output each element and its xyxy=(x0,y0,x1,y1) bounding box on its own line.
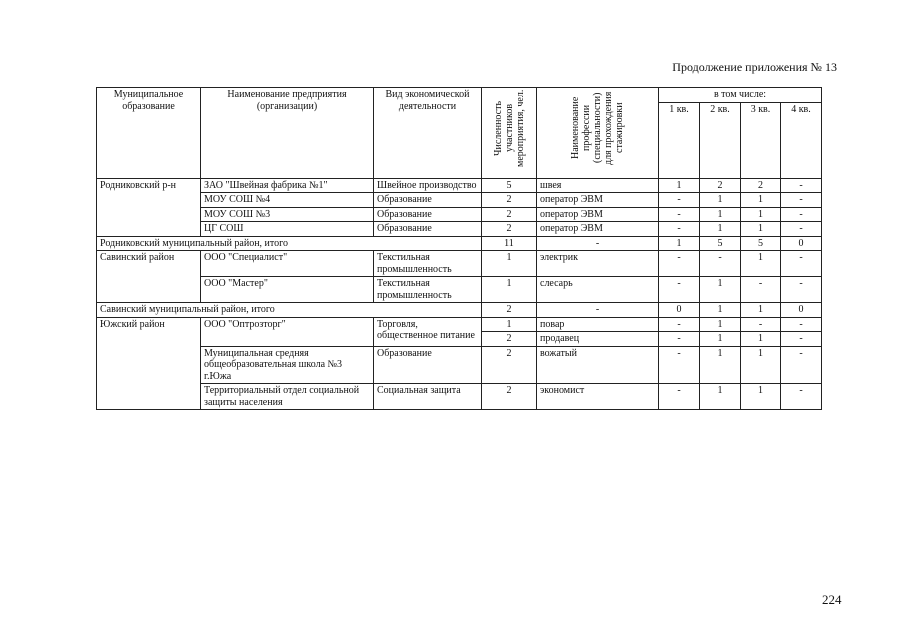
table-row xyxy=(97,277,822,303)
cell-profession: продавец xyxy=(537,332,659,347)
cell-q2: 1 xyxy=(700,384,741,410)
header-activity: Вид экономической деятельности xyxy=(374,88,482,179)
table-row xyxy=(97,251,822,277)
cell-activity: Текстильная промышленность xyxy=(374,251,482,277)
cell-q1: - xyxy=(659,193,700,208)
cell-participants: 2 xyxy=(482,303,537,318)
cell-activity: Швейное производство xyxy=(374,178,482,193)
cell-q3: 1 xyxy=(741,207,781,222)
cell-participants: 2 xyxy=(482,384,537,410)
cell-q3: 1 xyxy=(741,251,781,277)
total-row xyxy=(97,236,822,251)
header-q2: 2 кв. xyxy=(700,102,741,178)
cell-profession: оператор ЭВМ xyxy=(537,222,659,237)
cell-municipality: Савинский район xyxy=(97,251,201,303)
table-row xyxy=(97,317,822,332)
cell-activity: Образование xyxy=(374,207,482,222)
header-participants-text: Численность участников мероприятия, чел. xyxy=(492,89,526,167)
cell-enterprise: МОУ СОШ №3 xyxy=(201,207,374,222)
cell-q4: - xyxy=(781,178,822,193)
total-row xyxy=(97,303,822,318)
header-participants xyxy=(482,88,537,179)
cell-activity: Текстильная промышленность xyxy=(374,277,482,303)
header-enterprise: Наименование предприятия (организации) xyxy=(201,88,374,179)
cell-participants: 2 xyxy=(482,222,537,237)
header-q4: 4 кв. xyxy=(781,102,822,178)
cell-profession: - xyxy=(537,303,659,318)
cell-profession: оператор ЭВМ xyxy=(537,193,659,208)
table-row xyxy=(97,222,822,237)
cell-enterprise: МОУ СОШ №4 xyxy=(201,193,374,208)
cell-q1: 0 xyxy=(659,303,700,318)
cell-q2: 1 xyxy=(700,317,741,332)
appendix-continuation-label: Продолжение приложения № 13 xyxy=(672,60,837,74)
cell-q2: 1 xyxy=(700,277,741,303)
cell-q3: 1 xyxy=(741,346,781,384)
cell-q4: - xyxy=(781,193,822,208)
cell-q4: 0 xyxy=(781,303,822,318)
table-row xyxy=(97,346,822,384)
cell-enterprise: Муниципальная средняя общеобразовательная школа №3 г.Южа xyxy=(201,346,374,384)
cell-q4: - xyxy=(781,384,822,410)
cell-q1: - xyxy=(659,332,700,347)
header-profession-text: Наименование профессии (специальности) для прохождения стажировки xyxy=(570,91,625,165)
cell-participants: 2 xyxy=(482,193,537,208)
cell-participants: 2 xyxy=(482,332,537,347)
table-row xyxy=(97,193,822,208)
cell-q4: - xyxy=(781,317,822,332)
cell-profession: слесарь xyxy=(537,277,659,303)
cell-activity: Образование xyxy=(374,346,482,384)
cell-q3: 1 xyxy=(741,332,781,347)
cell-q4: 0 xyxy=(781,236,822,251)
cell-enterprise: ЦГ СОШ xyxy=(201,222,374,237)
header-profession xyxy=(537,88,659,179)
cell-q4: - xyxy=(781,251,822,277)
table-row xyxy=(97,178,822,193)
cell-q2: 1 xyxy=(700,207,741,222)
cell-profession: швея xyxy=(537,178,659,193)
cell-activity: Образование xyxy=(374,193,482,208)
cell-activity: Социальная защита xyxy=(374,384,482,410)
cell-q1: - xyxy=(659,251,700,277)
cell-municipality: Родниковский р-н xyxy=(97,178,201,236)
table-row xyxy=(97,207,822,222)
cell-q2: 1 xyxy=(700,193,741,208)
cell-q4: - xyxy=(781,332,822,347)
cell-q1: - xyxy=(659,207,700,222)
cell-q1: - xyxy=(659,346,700,384)
cell-activity: Торговля, общественное питание xyxy=(374,317,482,346)
cell-q4: - xyxy=(781,346,822,384)
page-number: 224 xyxy=(822,592,842,607)
cell-q1: - xyxy=(659,317,700,332)
cell-q2: 1 xyxy=(700,332,741,347)
cell-q2: 1 xyxy=(700,303,741,318)
cell-q3: 2 xyxy=(741,178,781,193)
cell-q3: 5 xyxy=(741,236,781,251)
cell-enterprise: Территориальный отдел социальной защиты населения xyxy=(201,384,374,410)
cell-profession: оператор ЭВМ xyxy=(537,207,659,222)
cell-q1: 1 xyxy=(659,236,700,251)
cell-participants: 1 xyxy=(482,277,537,303)
cell-profession: - xyxy=(537,236,659,251)
cell-q3: 1 xyxy=(741,384,781,410)
cell-q3: 1 xyxy=(741,222,781,237)
cell-q2: 1 xyxy=(700,222,741,237)
header-including: в том числе: xyxy=(659,88,822,103)
cell-profession: электрик xyxy=(537,251,659,277)
cell-enterprise: ЗАО "Швейная фабрика №1" xyxy=(201,178,374,193)
header-municipality: Муниципальное образование xyxy=(97,88,201,179)
cell-q2: 5 xyxy=(700,236,741,251)
table-row xyxy=(97,384,822,410)
cell-participants: 2 xyxy=(482,207,537,222)
cell-participants: 11 xyxy=(482,236,537,251)
cell-q3: - xyxy=(741,277,781,303)
cell-q1: - xyxy=(659,222,700,237)
cell-q3: 1 xyxy=(741,303,781,318)
cell-profession: вожатый xyxy=(537,346,659,384)
cell-q4: - xyxy=(781,207,822,222)
cell-q2: 1 xyxy=(700,346,741,384)
cell-participants: 2 xyxy=(482,346,537,384)
header-row-1 xyxy=(97,88,822,103)
cell-q4: - xyxy=(781,277,822,303)
cell-enterprise: ООО "Специалист" xyxy=(201,251,374,277)
cell-q3: - xyxy=(741,317,781,332)
cell-q4: - xyxy=(781,222,822,237)
cell-enterprise: ООО "Мастер" xyxy=(201,277,374,303)
cell-q1: - xyxy=(659,384,700,410)
cell-participants: 1 xyxy=(482,251,537,277)
cell-q1: 1 xyxy=(659,178,700,193)
cell-activity: Образование xyxy=(374,222,482,237)
cell-profession: повар xyxy=(537,317,659,332)
cell-municipality: Южский район xyxy=(97,317,201,410)
header-q3: 3 кв. xyxy=(741,102,781,178)
total-label: Родниковский муниципальный район, итого xyxy=(97,236,482,251)
total-label: Савинский муниципальный район, итого xyxy=(97,303,482,318)
cell-profession: экономист xyxy=(537,384,659,410)
cell-participants: 5 xyxy=(482,178,537,193)
cell-q3: 1 xyxy=(741,193,781,208)
cell-q2: 2 xyxy=(700,178,741,193)
cell-participants: 1 xyxy=(482,317,537,332)
cell-q2: - xyxy=(700,251,741,277)
participants-table xyxy=(96,87,822,410)
cell-enterprise: ООО "Оптрозторг" xyxy=(201,317,374,346)
cell-q1: - xyxy=(659,277,700,303)
header-q1: 1 кв. xyxy=(659,102,700,178)
